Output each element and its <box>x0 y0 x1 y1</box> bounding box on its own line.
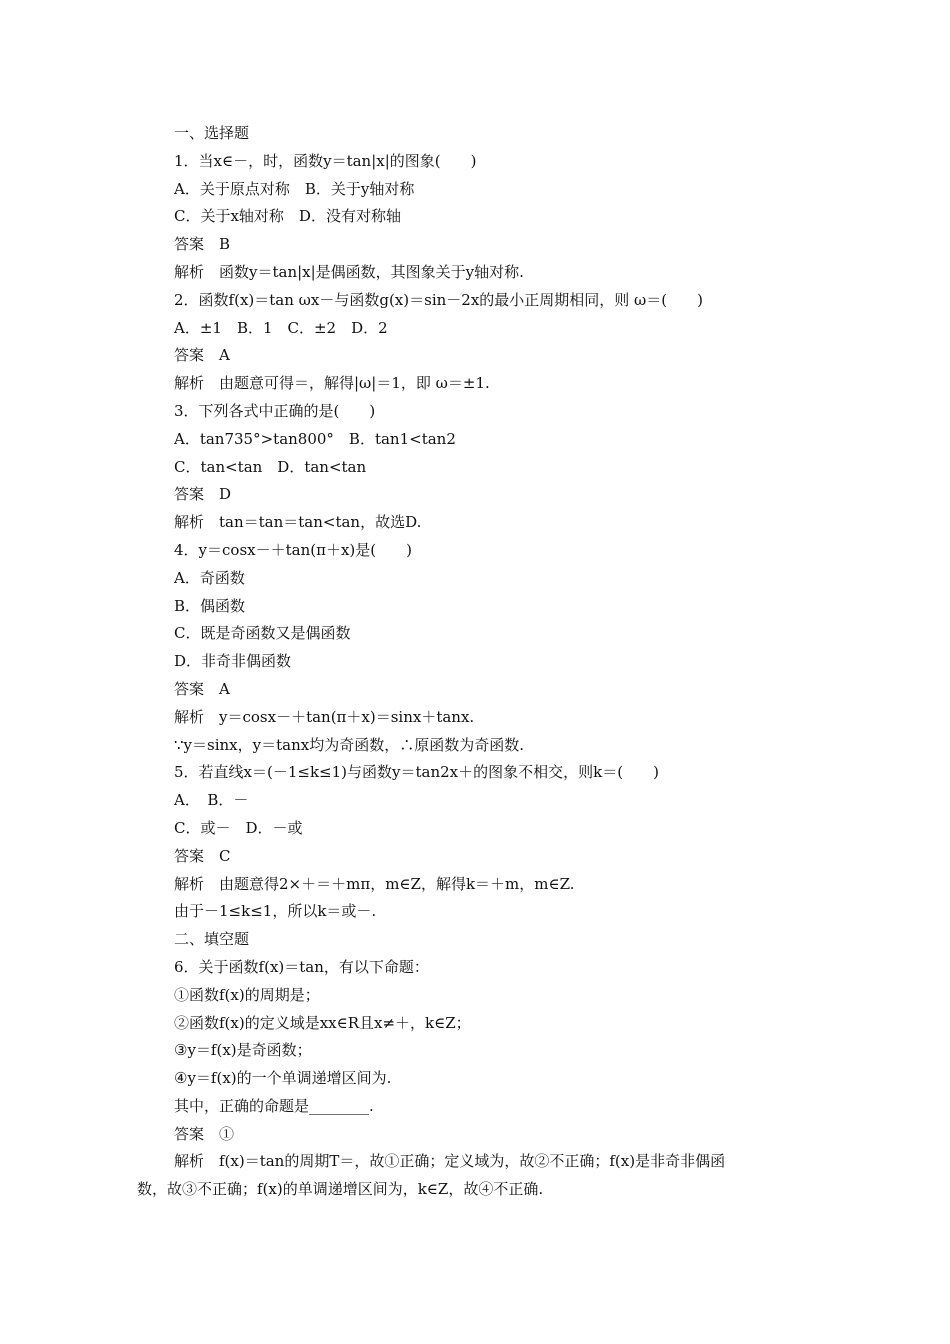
question-6-explanation-cont: 数，故③不正确；f(x)的单调递增区间为，k∈Z，故④不正确. <box>137 1180 544 1199</box>
document-body <box>137 120 816 1204</box>
question-6-statement-1: ①函数f(x)的周期是； <box>174 985 320 1004</box>
question-4-explanation: 解析 y＝cosx－＋tan(π＋x)＝sinx＋tanx. <box>174 707 475 726</box>
section-heading-fill: 二、填空题 <box>174 930 250 949</box>
question-5-explanation: 解析 由题意得2×＋＝＋mπ，m∈Z，解得k＝＋m，m∈Z. <box>174 874 575 893</box>
question-6-statement-2: ②函数f(x)的定义域是xx∈R且x≠＋，k∈Z； <box>174 1013 471 1032</box>
question-6: 6．关于函数f(x)＝tan，有以下命题： <box>174 957 429 976</box>
question-1-explanation: 解析 函数y＝tan|x|是偶函数，其图象关于y轴对称. <box>174 262 524 281</box>
question-4-explanation-cont: ∵y＝sinx，y＝tanx均为奇函数，∴原函数为奇函数. <box>174 735 524 754</box>
question-3-answer: 答案 D <box>174 485 232 504</box>
question-5-options-cd: C．或－ D．－或 <box>174 818 303 837</box>
question-6-answer: 答案 ① <box>174 1124 235 1143</box>
question-6-explanation: 解析 f(x)＝tan的周期T＝，故①正确；定义域为，故②不正确；f(x)是非奇非偶函 <box>174 1152 726 1171</box>
question-1-options-ab: A．关于原点对称 B．关于y轴对称 <box>174 179 415 198</box>
question-3-explanation: 解析 tan＝tan＝tan<tan，故选D. <box>174 513 422 532</box>
question-1-answer: 答案 B <box>174 235 231 254</box>
question-3-options-ab: A．tan735°>tan800° B．tan1<tan2 <box>174 429 456 448</box>
question-5: 5．若直线x＝(－1≤k≤1)与函数y＝tan2x＋的图象不相交，则k＝( ) <box>174 763 659 782</box>
question-6-prompt: 其中，正确的命题是________. <box>174 1096 374 1115</box>
question-4-option-b: B．偶函数 <box>174 596 246 615</box>
question-4-answer: 答案 A <box>174 679 230 698</box>
question-5-explanation-cont: 由于－1≤k≤1，所以k＝或－. <box>174 902 377 921</box>
question-2-options: A．±1 B．1 C．±2 D．2 <box>174 318 388 337</box>
question-4-option-d: D．非奇非偶函数 <box>174 652 292 671</box>
question-2: 2．函数f(x)＝tan ωx－与函数g(x)＝sin－2x的最小正周期相同，则 ω＝( ) <box>174 290 703 309</box>
question-4-option-a: A．奇函数 <box>174 568 245 587</box>
question-5-answer: 答案 C <box>174 846 231 865</box>
question-2-answer: 答案 A <box>174 346 230 365</box>
question-1-options-cd: C．关于x轴对称 D．没有对称轴 <box>174 207 401 226</box>
question-5-options-ab: A． B．－ <box>174 791 249 810</box>
question-4-option-c: C．既是奇函数又是偶函数 <box>174 624 351 643</box>
section-heading-choice: 一、选择题 <box>174 124 250 142</box>
question-3-options-cd: C．tan<tan D．tan<tan <box>174 457 367 476</box>
question-6-statement-4: ④y＝f(x)的一个单调递增区间为. <box>174 1069 392 1088</box>
question-2-explanation: 解析 由题意可得＝，解得|ω|＝1，即 ω＝±1. <box>174 374 490 393</box>
question-1: 1．当x∈－，时，函数y＝tan|x|的图象( ) <box>174 151 477 170</box>
question-6-statement-3: ③y＝f(x)是奇函数； <box>174 1041 312 1060</box>
question-3: 3．下列各式中正确的是( ) <box>174 401 376 420</box>
question-4: 4．y＝cosx－＋tan(π＋x)是( ) <box>174 540 412 559</box>
